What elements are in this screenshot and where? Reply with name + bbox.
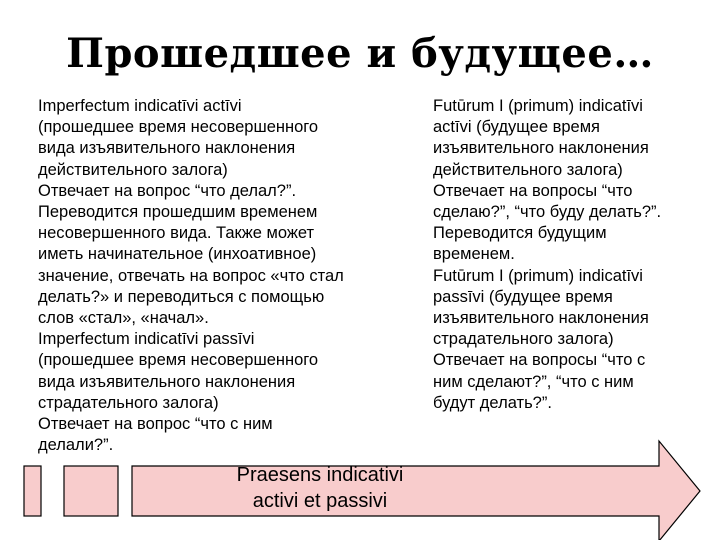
right-line: passīvi (будущее время xyxy=(433,287,613,306)
left-line: делали?”. xyxy=(38,436,114,455)
left-line: делать?» и переводиться с помощью xyxy=(38,287,325,306)
right-line: Отвечает на вопросы “что с xyxy=(433,351,646,370)
right-line: изъявительного наклонения xyxy=(433,309,649,328)
arrow-label-line: activi et passivi xyxy=(252,490,388,512)
arrow-label xyxy=(190,462,450,514)
left-line: Imperfectum indicatīvi passīvi xyxy=(38,330,255,349)
left-line: Отвечает на вопрос “что делал?”. xyxy=(38,181,297,200)
left-line: слов «стал», «начал». xyxy=(38,309,209,328)
right-line: actīvi (будущее время xyxy=(433,118,600,137)
left-line: иметь начинательное (инхоативное) xyxy=(38,245,317,264)
right-line: Переводится будущим xyxy=(433,224,607,243)
left-line: страдательного залога) xyxy=(38,393,219,412)
right-line: сделаю?”, “что буду делать?”. xyxy=(433,203,662,222)
left-line: (прошедшее время несовершенного xyxy=(38,351,319,370)
right-line: Отвечает на вопросы “что xyxy=(433,181,633,200)
right-line: страдательного залога) xyxy=(433,330,614,349)
left-line: Отвечает на вопрос “что с ним xyxy=(38,415,273,434)
left-line: значение, отвечать на вопрос «что стал xyxy=(38,266,344,285)
right-line: изъявительного наклонения xyxy=(433,139,649,158)
left-line: вида изъявительного наклонения xyxy=(38,139,296,158)
timeline-block-large xyxy=(64,466,118,516)
left-line: вида изъявительного наклонения xyxy=(38,372,296,391)
left-line: Imperfectum indicatīvi actīvi xyxy=(38,97,242,115)
left-line: Переводится прошедшим временем xyxy=(38,203,318,222)
right-line: временем. xyxy=(433,245,515,264)
left-line: несовершенного вида. Также может xyxy=(38,224,315,243)
slide-title: Прошедшее и будущее… xyxy=(66,30,654,77)
left-line: (прошедшее время несовершенного xyxy=(38,118,319,137)
timeline-block-small xyxy=(24,466,41,516)
right-line: будут делать?”. xyxy=(433,393,552,412)
right-line: ним сделают?”, “что с ним xyxy=(433,372,634,391)
arrow-label-line: Praesens indicativi xyxy=(236,464,404,486)
right-line: Futūrum I (primum) indicatīvi xyxy=(433,266,643,285)
left-line: действительного залога) xyxy=(38,160,228,179)
right-line: действительного залога) xyxy=(433,160,623,179)
right-line: Futūrum I (primum) indicatīvi xyxy=(433,97,643,115)
